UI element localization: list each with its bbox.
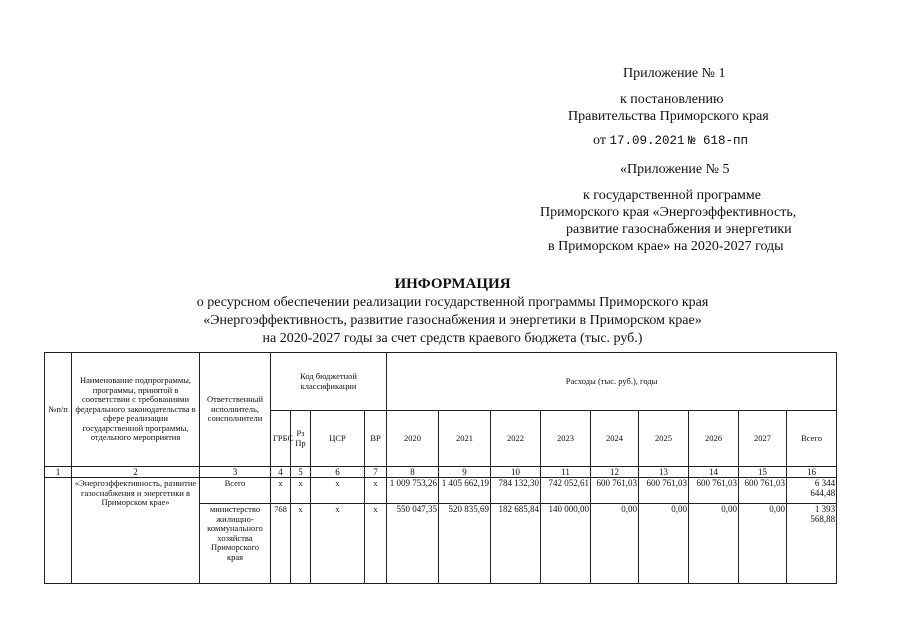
value-total: 6 344 644,48 <box>787 478 837 504</box>
index-cell: 16 <box>787 467 837 478</box>
value-2025: 0,00 <box>639 504 689 584</box>
to-resolution-label: к постановлению <box>620 92 724 107</box>
index-cell: 13 <box>639 467 689 478</box>
value-2024: 600 761,03 <box>591 478 639 504</box>
value-2023: 742 052,61 <box>541 478 591 504</box>
col-total: Всего <box>787 411 837 467</box>
value-2027: 0,00 <box>739 504 787 584</box>
col-year-2024: 2024 <box>591 411 639 467</box>
title-line-3: на 2020-2027 годы за счет средств краевого бюджета (тыс. руб.) <box>262 331 643 346</box>
to-program-label: к государственной программе <box>583 188 761 203</box>
title-line-2: «Энергоэффективность, развитие газоснабжения и энергетики в Приморском крае» <box>203 313 702 328</box>
col-rzpr-header: Рз Пр <box>291 411 311 467</box>
index-cell: 14 <box>689 467 739 478</box>
index-cell: 1 <box>45 467 72 478</box>
index-cell: 2 <box>72 467 200 478</box>
program-line-3: в Приморском крае» на 2020-2027 годы <box>548 239 784 254</box>
csr-cell: х <box>311 478 365 504</box>
document-title: ИНФОРМАЦИЯ <box>394 276 511 292</box>
value-2026: 0,00 <box>689 504 739 584</box>
value-2022: 784 132,30 <box>491 478 541 504</box>
index-cell: 15 <box>739 467 787 478</box>
from-label: от <box>593 133 606 148</box>
value-2025: 600 761,03 <box>639 478 689 504</box>
grbs-cell: х <box>271 478 291 504</box>
index-row <box>45 467 837 478</box>
rzpr-cell: х <box>291 504 311 584</box>
value-2022: 182 685,84 <box>491 504 541 584</box>
col-year-2023: 2023 <box>541 411 591 467</box>
resolution-date-line <box>593 133 748 149</box>
col-exec-header: Ответственный исполнитель, соисполнители <box>200 353 271 467</box>
table-row <box>45 478 837 504</box>
value-2020: 1 009 753,26 <box>387 478 439 504</box>
col-year-2025: 2025 <box>639 411 689 467</box>
col-year-2027: 2027 <box>739 411 787 467</box>
col-csr-header: ЦСР <box>311 411 365 467</box>
program-line-2: развитие газоснабжения и энергетики <box>566 222 792 237</box>
vr-cell: х <box>365 478 387 504</box>
government-label: Правительства Приморского края <box>568 109 769 124</box>
program-line-1: Приморского края «Энергоэффективность, <box>540 205 797 220</box>
col-year-2026: 2026 <box>689 411 739 467</box>
index-cell: 8 <box>387 467 439 478</box>
index-cell: 10 <box>491 467 541 478</box>
index-cell: 4 <box>271 467 291 478</box>
value-2021: 520 835,69 <box>439 504 491 584</box>
index-cell: 12 <box>591 467 639 478</box>
index-cell: 3 <box>200 467 271 478</box>
value-2023: 140 000,00 <box>541 504 591 584</box>
appendix-label: Приложение № 1 <box>623 66 726 81</box>
index-cell: 11 <box>541 467 591 478</box>
col-name-header: Наименование подпрограммы, программы, принятой в соответствии с требованиями федерального законодательства в сфере реализации государственной программы, отдельного мероприятия <box>72 353 200 467</box>
col-year-2021: 2021 <box>439 411 491 467</box>
csr-cell: х <box>311 504 365 584</box>
value-2024: 0,00 <box>591 504 639 584</box>
resource-table <box>44 352 837 584</box>
index-cell: 6 <box>311 467 365 478</box>
value-total: 1 393 568,88 <box>787 504 837 584</box>
col-expenses-header: Расходы (тыс. руб.), годы <box>387 353 837 411</box>
col-vr-header: ВР <box>365 411 387 467</box>
vr-cell: х <box>365 504 387 584</box>
program-name-cell: «Энергоэффективность, развитие газоснабжения и энергетики в Приморском крае» <box>72 478 200 584</box>
resolution-date: 17.09.2021 <box>609 134 685 148</box>
col-year-2020: 2020 <box>387 411 439 467</box>
resolution-number: № 618-пп <box>687 134 748 148</box>
value-2021: 1 405 662,19 <box>439 478 491 504</box>
value-2026: 600 761,03 <box>689 478 739 504</box>
row-number-cell <box>45 478 72 584</box>
index-cell: 9 <box>439 467 491 478</box>
value-2020: 550 047,35 <box>387 504 439 584</box>
col-num-header: №п/п <box>45 353 72 467</box>
col-grbs-header: ГРБС <box>271 411 291 467</box>
exec-cell: Всего <box>200 478 271 504</box>
grbs-cell: 768 <box>271 504 291 584</box>
rzpr-cell: х <box>291 478 311 504</box>
index-cell: 7 <box>365 467 387 478</box>
index-cell: 5 <box>291 467 311 478</box>
exec-cell: министерство жилищно-коммунального хозяйства Приморского края <box>200 504 271 584</box>
col-code-header: Код бюджетной классификации <box>271 353 387 411</box>
title-line-1: о ресурсном обеспечении реализации государственной программы Приморского края <box>196 295 709 310</box>
appendix5-label: «Приложение № 5 <box>620 162 730 177</box>
value-2027: 600 761,03 <box>739 478 787 504</box>
col-year-2022: 2022 <box>491 411 541 467</box>
